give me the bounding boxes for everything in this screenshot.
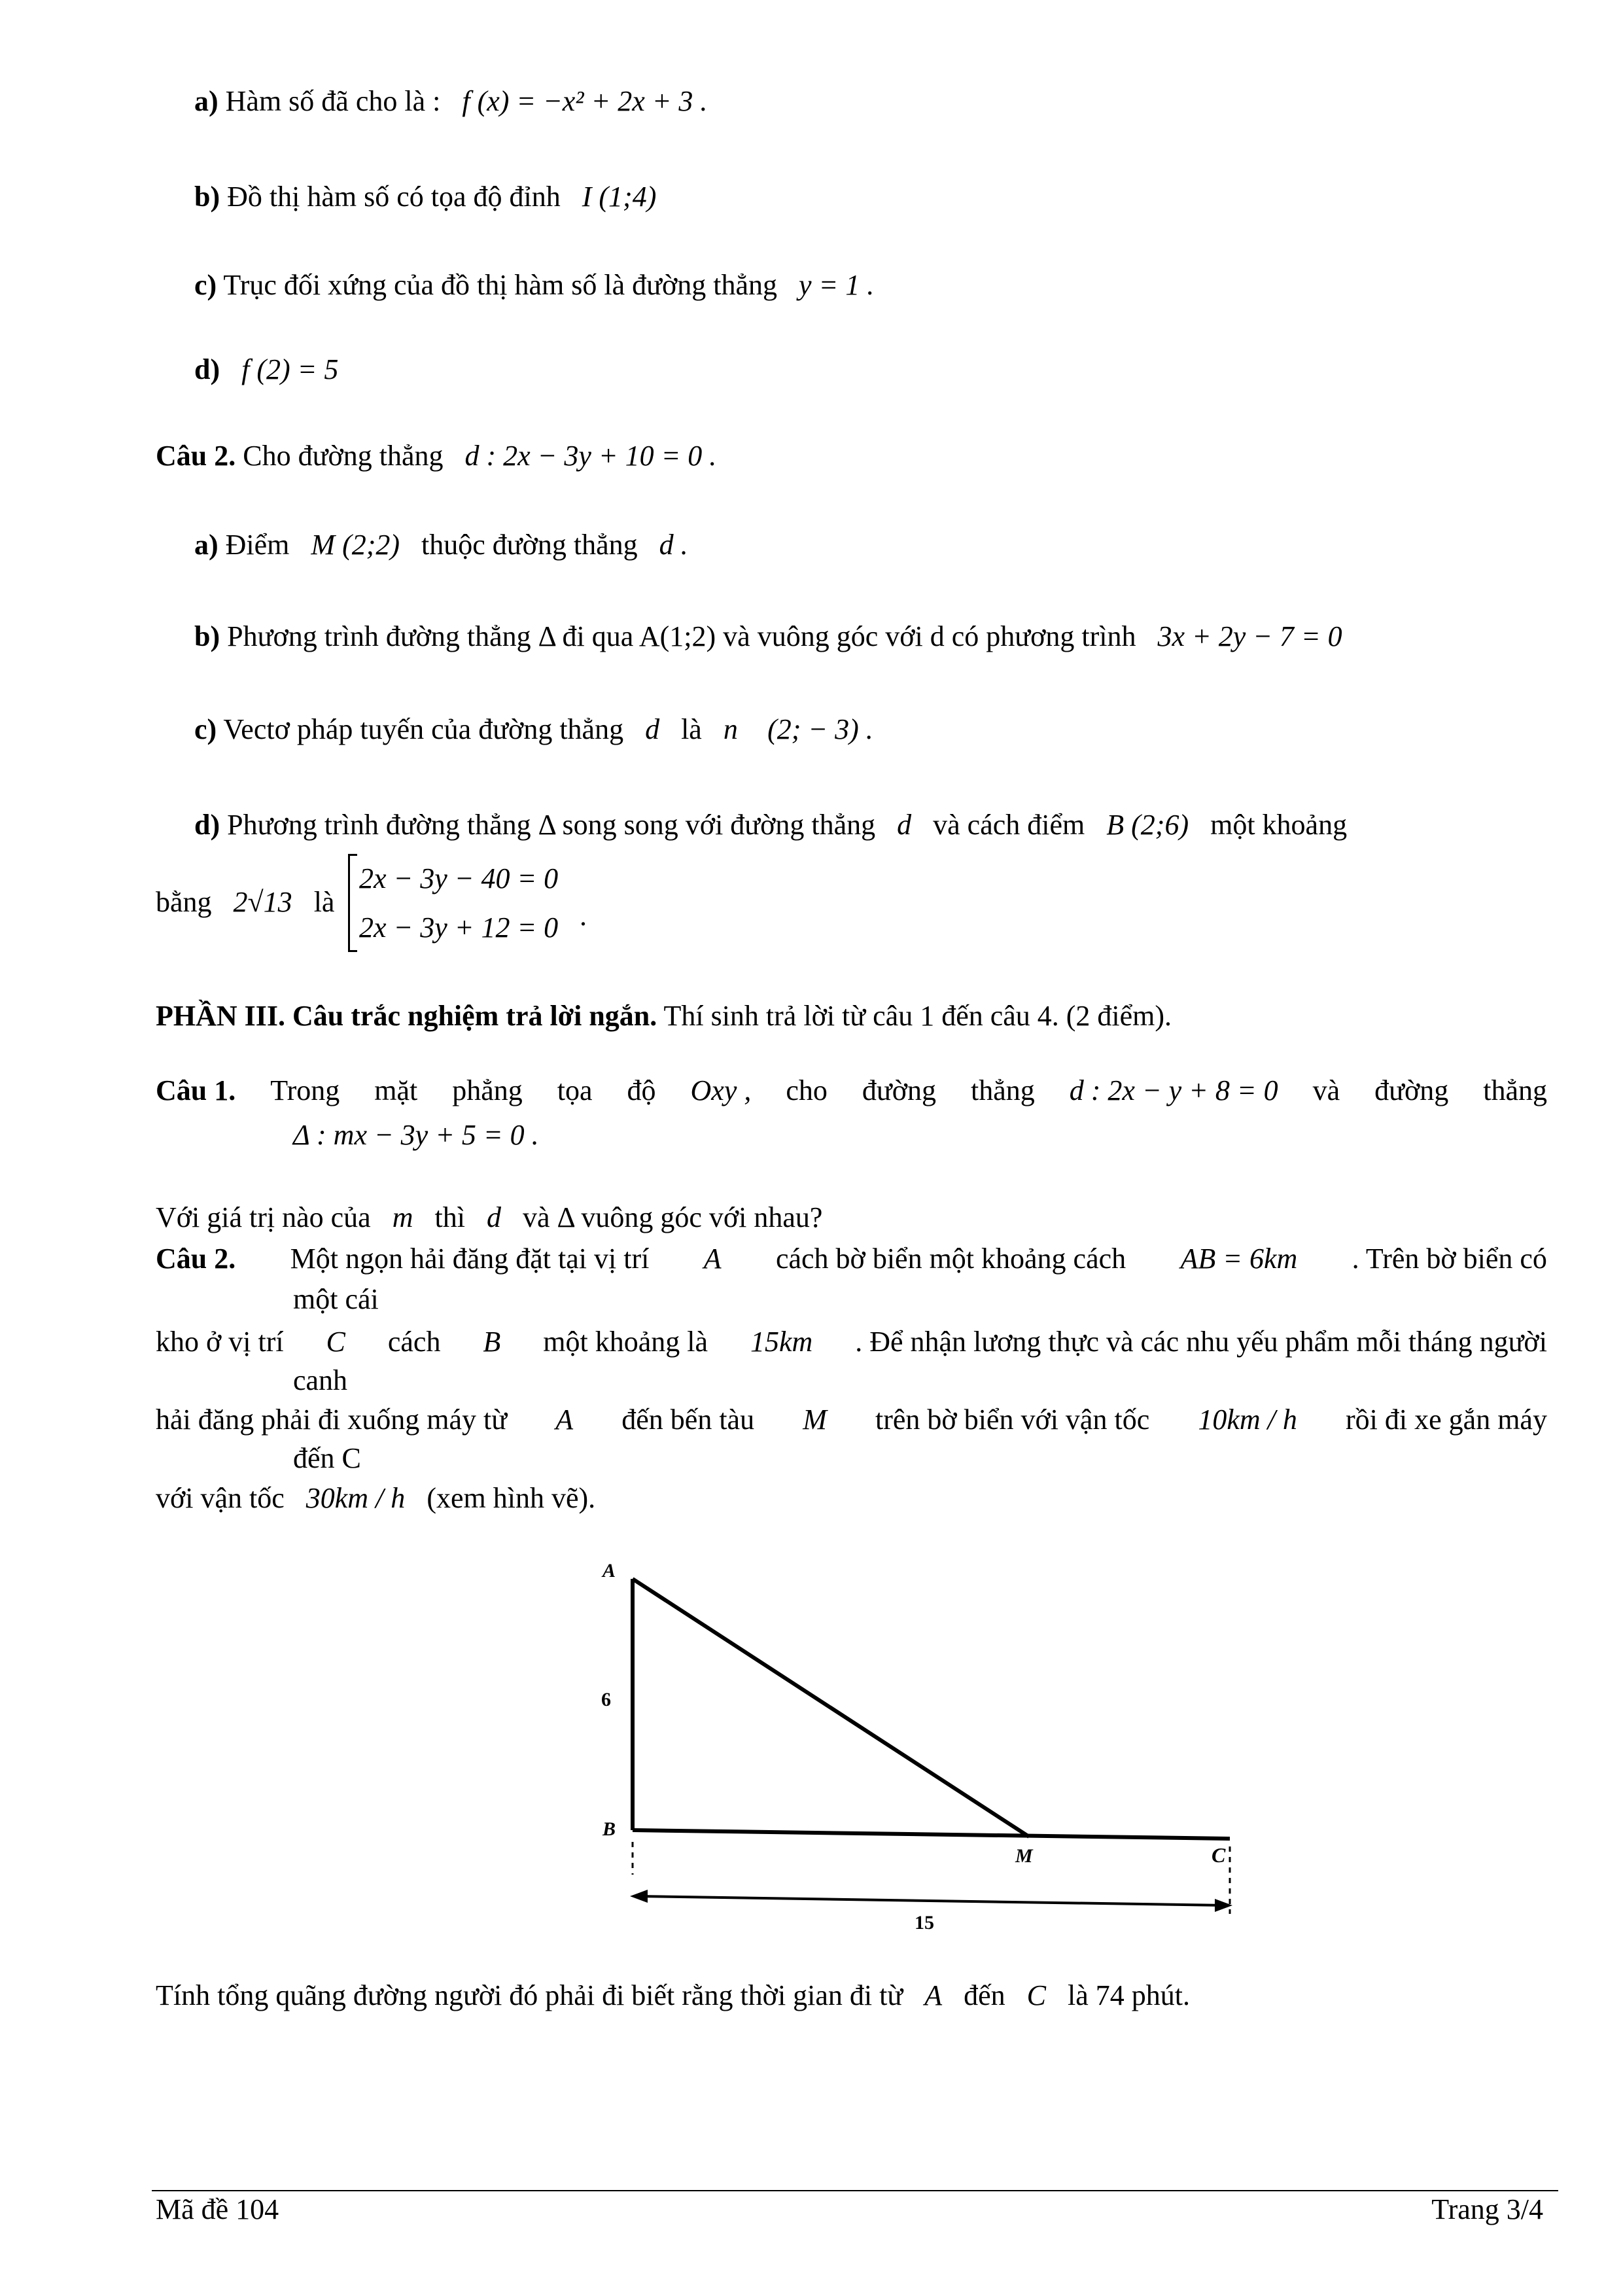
p3q2-line2: kho ở vị trí C cách B một khoảng là 15km . Để nhận lương thực và các nhu yếu phẩm mỗi tháng người: [156, 1326, 1547, 1358]
p3q1-line2-formula: Δ : mx − 3y + 5 = 0 .: [293, 1119, 539, 1151]
p3q2-final-question: Tính tổng quãng đường người đó phải đi biết rằng thời gian đi từ A đến C là 74 phút.: [156, 1979, 1190, 2011]
footer-rule: [152, 2190, 1558, 2191]
p3q2-line4: với vận tốc 30km / h (xem hình vẽ).: [156, 1482, 596, 1514]
dimension-line-15: [638, 1896, 1225, 1905]
q1-item-d: d) f (2) = 5: [194, 353, 339, 385]
q1-item-a: a) Hàm số đã cho là : f (x) = −x² + 2x + 3 .: [194, 85, 708, 117]
segment-AM: [633, 1579, 1029, 1837]
p3q1-line1: Câu 1. Trong mặt phẳng tọa độ Oxy , cho đường thẳng d : 2x − y + 8 = 0 và đường thẳng: [156, 1074, 1547, 1106]
q1-item-c: c) Trục đối xứng của đồ thị hàm số là đường thẳng y = 1 .: [194, 269, 875, 301]
label-B: B: [602, 1818, 616, 1840]
footer-exam-code: Mã đề 104: [156, 2193, 279, 2225]
p3q2-line3-wrap: đến C: [293, 1442, 361, 1474]
label-A: A: [602, 1560, 616, 1581]
label-C: C: [1212, 1843, 1226, 1867]
p3q2-line1: Câu 2. Một ngọn hải đăng đặt tại vị trí A cách bờ biển một khoảng cách AB = 6km . Trên bờ biển có: [156, 1243, 1547, 1275]
p3q2-line3: hải đăng phải đi xuống máy từ A đến bến tàu M trên bờ biển với vận tốc 10km / h rồi đi xe gắn máy: [156, 1404, 1547, 1436]
formula: AB = 6km: [1180, 1243, 1298, 1275]
formula: f (x) = −x² + 2x + 3 .: [462, 85, 708, 117]
label-AB-length: 6: [601, 1689, 611, 1710]
formula: d : 2x − y + 8 = 0: [1069, 1074, 1278, 1106]
q1-item-b: b) Đồ thị hàm số có tọa độ đỉnh I (1;4): [194, 181, 657, 213]
case-end: .: [580, 900, 587, 932]
q2-item-b: b) Phương trình đường thẳng Δ đi qua A(1;2) và vuông góc với d có phương trình 3x + 2y − 7 = 0: [194, 620, 1342, 652]
formula: d : 2x − 3y + 10 = 0 .: [464, 440, 717, 472]
formula: f (2) = 5: [241, 353, 339, 385]
q2-item-a: a) Điểm M (2;2) thuộc đường thẳng d .: [194, 529, 688, 561]
q2-item-c: c) Vectơ pháp tuyến của đường thẳng d là n⃗ (2; − 3) .: [194, 713, 873, 745]
q2-item-d: d) Phương trình đường thẳng Δ song song với đường thẳng d và cách điểm B (2;6) một khoảng: [194, 809, 1348, 841]
formula: 2√13: [233, 886, 292, 918]
formula: 15km: [750, 1326, 813, 1358]
formula: 30km / h: [305, 1482, 406, 1514]
q2-stem: Câu 2. Cho đường thẳng d : 2x − 3y + 10 = 0 .: [156, 440, 717, 472]
case-equation-1: 2x − 3y − 40 = 0: [359, 862, 559, 894]
p3q2-line1-wrap: một cái: [293, 1283, 379, 1315]
footer-page-number: Trang 3/4: [1431, 2193, 1543, 2225]
formula: B (2;6): [1106, 809, 1189, 841]
formula: 10km / h: [1198, 1404, 1297, 1436]
label-BC-length: 15: [915, 1912, 934, 1934]
formula: 3x + 2y − 7 = 0: [1157, 620, 1342, 652]
arrow-left-icon: [630, 1890, 648, 1903]
formula: y = 1 .: [799, 269, 875, 301]
q2-item-d-line2: bằng 2√13 là: [156, 886, 335, 918]
segment-BC: [633, 1830, 1230, 1839]
case-equation-2: 2x − 3y + 12 = 0: [359, 911, 559, 944]
formula: n⃗ (2; − 3) .: [723, 713, 873, 745]
p3q2-line2-wrap: canh: [293, 1364, 348, 1396]
p3q1-question: Với giá trị nào của m thì d và Δ vuông góc với nhau?: [156, 1201, 823, 1233]
formula: I (1;4): [582, 181, 657, 213]
label-M: M: [1015, 1845, 1033, 1867]
formula: M (2;2): [311, 529, 400, 561]
part3-heading: PHẦN III. Câu trắc nghiệm trả lời ngắn. Thí sinh trả lời từ câu 1 đến câu 4. (2 điểm).: [156, 1000, 1172, 1032]
